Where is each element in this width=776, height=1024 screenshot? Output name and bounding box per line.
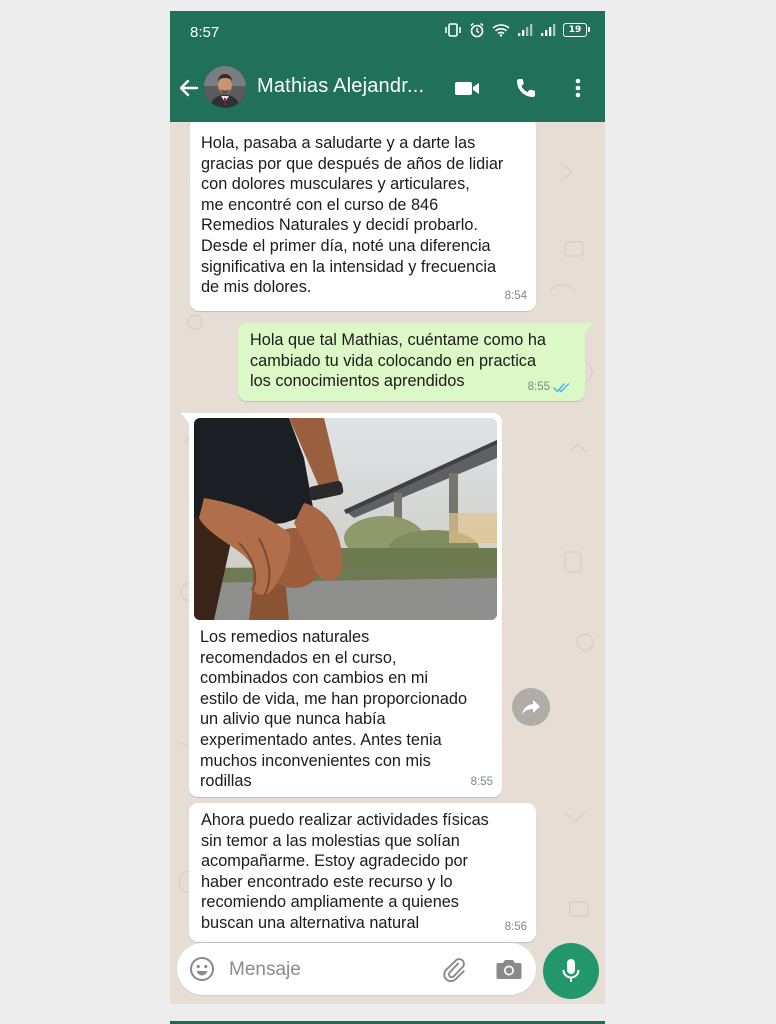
message-composer	[177, 943, 536, 995]
message-meta	[528, 377, 572, 398]
status-time: 8:57	[190, 24, 220, 41]
bubble-tail	[584, 323, 593, 335]
knee-photo	[194, 418, 497, 620]
battery-indicator: 19	[563, 23, 587, 37]
message-time: 8:55	[470, 776, 493, 789]
more-options-icon[interactable]	[563, 73, 593, 103]
status-bar	[170, 11, 605, 53]
incoming-message-2[interactable]	[189, 803, 536, 942]
phone-call-icon[interactable]	[511, 73, 541, 103]
message-time: 8:54	[504, 290, 527, 303]
message-text: Hola que tal Mathias, cuéntame como ha cambiado tu vida colocando en practica los conocimientos aprendidos	[250, 331, 546, 391]
message-photo[interactable]	[194, 418, 497, 620]
contact-name[interactable]: Mathias Alejandr...	[257, 75, 425, 97]
message-time: 8:55	[527, 381, 550, 394]
incoming-photo-message[interactable]	[189, 413, 502, 797]
wifi-icon	[492, 23, 510, 37]
signal-icon-1	[517, 23, 533, 37]
chat-header	[170, 53, 605, 122]
message-time: 8:56	[504, 921, 527, 934]
bubble-tail	[181, 413, 190, 425]
camera-icon[interactable]	[495, 956, 523, 982]
emoji-icon[interactable]	[189, 956, 215, 982]
mic-icon[interactable]	[543, 943, 599, 999]
back-arrow-icon[interactable]	[176, 75, 202, 101]
alarm-icon	[469, 22, 485, 38]
avatar[interactable]	[204, 66, 246, 108]
video-call-icon[interactable]	[452, 73, 482, 103]
phone-screen	[170, 11, 605, 1004]
message-input[interactable]	[227, 953, 431, 987]
incoming-message-1[interactable]	[190, 122, 536, 311]
double-check-icon	[553, 382, 572, 393]
attach-icon[interactable]	[440, 955, 468, 983]
status-icons	[444, 22, 587, 38]
outgoing-message[interactable]	[238, 323, 585, 401]
message-text: Hola, pasaba a saludarte y a darte las gracias por que después de años de lidiar con dolores musculares y articulares, me encontré con el curso de 846 Remedios Naturales y decidí probarlo. Desde el primer día, noté una diferencia significativa en la intensidad y frecuencia de mis dolores.	[201, 134, 504, 297]
forward-icon[interactable]	[512, 688, 550, 726]
photo-caption: Los remedios naturales recomendados en el curso, combinados con cambios en mi estilo de vida, me han proporcionado un alivio que nunca había experimentado antes. Antes tenia muchos inconvenientes con mis rodillas	[200, 628, 468, 791]
chat-area[interactable]	[170, 122, 605, 949]
signal-icon-2	[540, 23, 556, 37]
message-text: Ahora puedo realizar actividades físicas sin temor a las molestias que solían acompañarme. Estoy agradecido por haber encontrado este recurso y lo recomiendo ampliamente a quienes buscan una alternativa natural	[201, 811, 489, 932]
vibrate-icon	[444, 23, 462, 37]
